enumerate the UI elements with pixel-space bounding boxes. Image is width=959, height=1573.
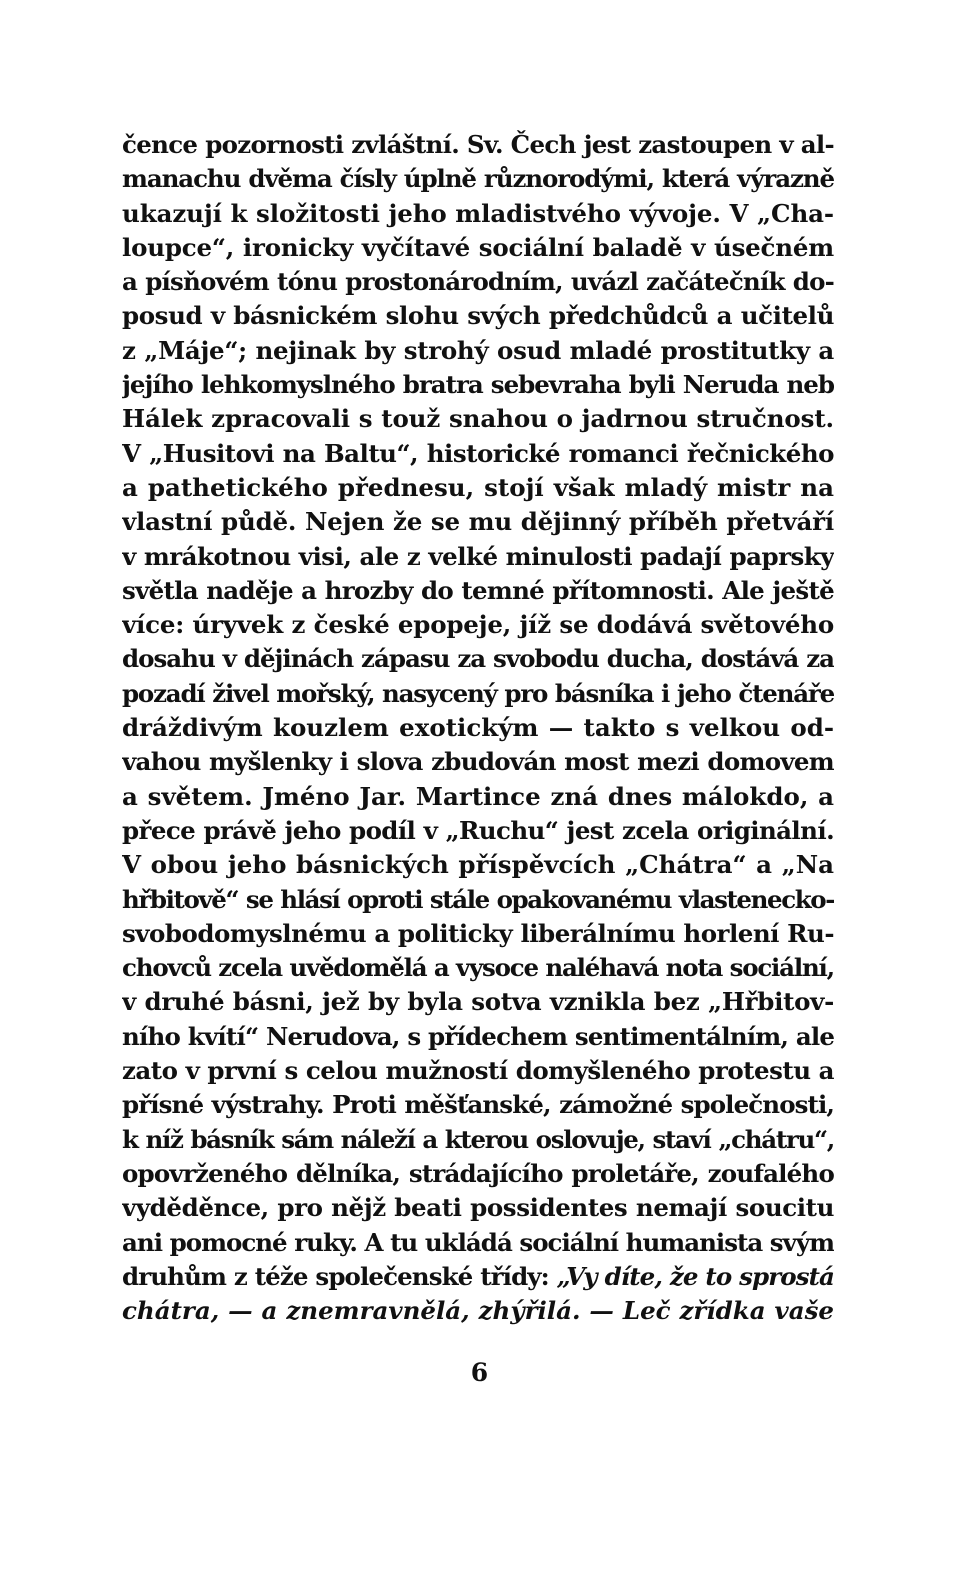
text-line: V obou jeho básnických příspěvcích „Chátra“ a „Na bbox=[122, 850, 834, 880]
text-line: svobodomyslnému a politicky liberálnímu horlení Ru- bbox=[122, 918, 834, 948]
text-line: v mrákotnou visi, ale z velké minulosti padají paprsky bbox=[122, 541, 834, 571]
text-line: a světem. Jméno Jar. Martince zná dnes málokdo, a bbox=[122, 781, 834, 811]
text-line-roman-part: druhům z téže společenské třídy: bbox=[122, 1261, 557, 1291]
text-line: pozadí živel mořský, nasycený pro básníka i jeho čtenáře bbox=[122, 678, 834, 708]
text-line: a pathetického přednesu, stojí však mladý mistr na bbox=[122, 472, 834, 502]
text-line: ukazují k složitosti jeho mladistvého vývoje. V „Cha- bbox=[122, 198, 834, 228]
text-line: dosahu v dějinách zápasu za svobodu ducha, dostává za bbox=[122, 644, 834, 674]
text-line: opovrženého dělníka, strádajícího proletáře, zoufalého bbox=[122, 1158, 834, 1188]
text-line: ního kvítí“ Nerudova, s přídechem sentimentálním, ale bbox=[122, 1021, 834, 1051]
text-line: posud v básnickém slohu svých předchůdců a učitelů bbox=[122, 301, 834, 331]
text-line: jejího lehkomyslného bratra sebevraha byli Neruda neb bbox=[122, 370, 834, 400]
text-line: chovců zcela uvědomělá a vysoce naléhavá nota sociální, bbox=[122, 953, 834, 983]
text-line: světla naděje a hrozby do temné přítomnosti. Ale ještě bbox=[122, 575, 834, 605]
text-line: V „Husitovi na Baltu“, historické romanci řečnického bbox=[122, 438, 834, 468]
text-line: přísné výstrahy. Proti měšťanské, zámožné společnosti, bbox=[122, 1090, 834, 1120]
text-line: více: úryvek z české epopeje, jíž se dodává světového bbox=[122, 610, 834, 640]
page-number: 6 bbox=[470, 1358, 489, 1387]
text-line: v druhé básni, jež by byla sotva vznikla bez „Hřbitov- bbox=[122, 987, 834, 1017]
body-text bbox=[122, 128, 834, 1328]
text-line: vlastní půdě. Nejen že se mu dějinný příběh přetváří bbox=[122, 507, 834, 537]
text-line: loupce“, ironicky vyčítavé sociální baladě v úsečném bbox=[122, 232, 834, 262]
text-line: vyděděnce, pro nějž beati possidentes nemají soucitu bbox=[122, 1193, 834, 1223]
text-line: čence pozornosti zvláštní. Sv. Čech jest zastoupen v al- bbox=[122, 130, 834, 159]
text-line: ani pomocné ruky. A tu ukládá sociální humanista svým bbox=[122, 1227, 834, 1257]
text-line: z „Máje“; nejinak by strohý osud mladé prostitutky a bbox=[122, 335, 834, 365]
text-line: manachu dvěma čísly úplně různorodými, která výrazně bbox=[122, 164, 834, 194]
text-line: dráždivým kouzlem exotickým — takto s velkou od- bbox=[122, 713, 834, 743]
text-line: přece právě jeho podíl v „Ruchu“ jest zcela originální. bbox=[122, 815, 834, 845]
text-line: hřbitově“ se hlásí oproti stále opakovanému vlastenecko- bbox=[122, 884, 834, 914]
text-line: a písňovém tónu prostonárodním, uvázl začátečník do- bbox=[122, 267, 834, 297]
text-line-italic: chátra, — a znemravnělá, zhýřilá. — Leč zřídka vaše bbox=[122, 1296, 834, 1326]
text-line: Hálek zpracovali s touž snahou o jadrnou stručnost. bbox=[122, 404, 834, 434]
text-line: vahou myšlenky i slova zbudován most mezi domovem bbox=[122, 747, 834, 777]
text-line-italic-part: „Vy díte, že to sprostá bbox=[556, 1261, 834, 1291]
text-line: k níž básník sám náleží a kterou oslovuje, staví „chátru“, bbox=[122, 1124, 834, 1154]
text-line: zato v první s celou mužností domyšleného protestu a bbox=[122, 1056, 834, 1086]
text-line bbox=[122, 1260, 834, 1294]
